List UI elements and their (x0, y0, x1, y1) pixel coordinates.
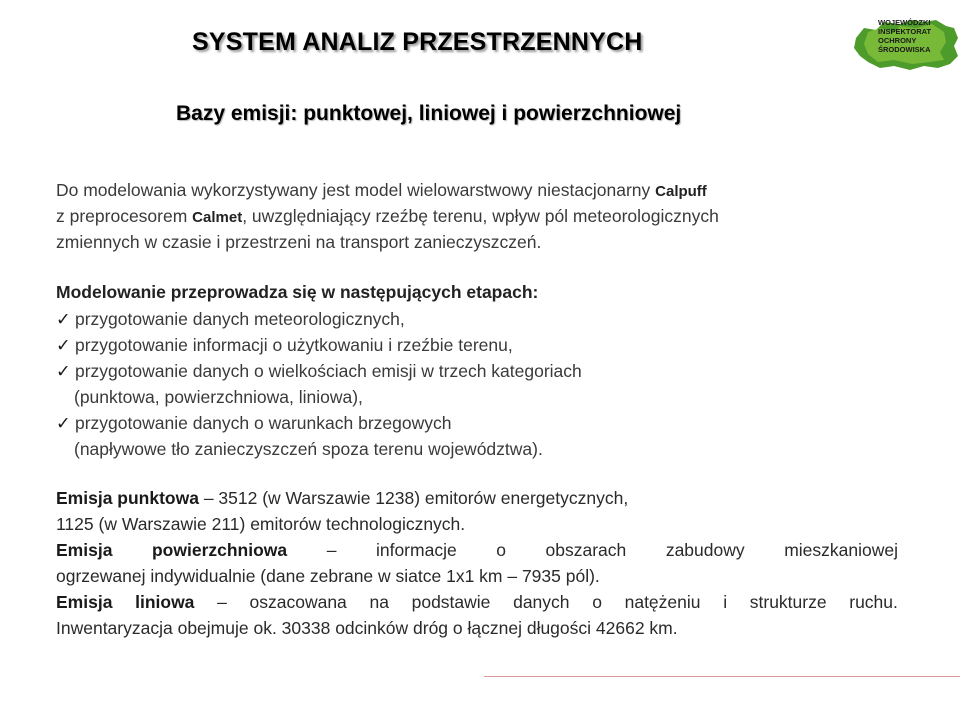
word: podstawie (411, 592, 491, 612)
subtitle: Bazy emisji: punktowej, liniowej i powierzchniowej (176, 102, 682, 125)
stage-item (56, 335, 513, 356)
word: o (592, 592, 602, 612)
word: liniowa (135, 592, 195, 612)
stage-item-continuation: (punktowa, powierzchniowa, liniowa), (74, 387, 363, 407)
word: zabudowy (665, 540, 745, 560)
point-emission-line-1 (56, 488, 898, 509)
word: obszarach (545, 540, 627, 560)
stage-text: przygotowanie danych o warunkach brzegowych (75, 413, 452, 433)
intro-line-1 (56, 180, 898, 201)
check-icon: ✓ (56, 309, 71, 329)
page-title: SYSTEM ANALIZ PRZESTRZENNYCH (192, 28, 643, 56)
intro-line-2 (56, 206, 898, 227)
word: – (326, 540, 337, 560)
word: – (217, 592, 227, 612)
point-emission-label: Emisja punktowa (56, 488, 199, 508)
check-icon: ✓ (56, 361, 71, 381)
word: ruchu. (849, 592, 898, 612)
intro-text: , uwzględniający rzeźbę terenu, wpływ pól meteorologicznych (242, 206, 719, 226)
point-emission-text: – 3512 (w Warszawie 1238) emitorów energetycznych, (198, 488, 629, 508)
word: oszacowana (249, 592, 347, 612)
intro-text: Do modelowania wykorzystywany jest model wielowarstwowy niestacjonarny (56, 180, 656, 200)
word: Emisja (56, 540, 113, 560)
word: o (496, 540, 506, 560)
word: Emisja (56, 592, 113, 612)
word: mieszkaniowej (784, 540, 898, 560)
line-emission-line-1 (56, 592, 898, 613)
word: i (723, 592, 728, 612)
intro-line-3: zmiennych w czasie i przestrzeni na transport zanieczyszczeń. (56, 232, 542, 252)
check-icon: ✓ (56, 335, 71, 355)
stage-item (56, 309, 405, 330)
intro-text: z preprocesorem (56, 206, 193, 226)
stage-item-continuation: (napływowe tło zanieczyszczeń spoza terenu województwa). (74, 439, 543, 459)
logo-line-3: OCHRONY (878, 36, 917, 45)
word: strukturze (749, 592, 827, 612)
area-emission-line-1 (56, 540, 898, 561)
check-icon: ✓ (56, 413, 71, 433)
point-emission-line-2: 1125 (w Warszawie 211) emitorów technologicznych. (56, 514, 466, 534)
model-name: Calpuff (655, 183, 707, 200)
logo-line-4: ŚRODOWISKA (878, 45, 931, 54)
preprocessor-name: Calmet (192, 209, 243, 226)
area-emission-line-2: ogrzewanej indywidualnie (dane zebrane w siatce 1x1 km – 7935 pól). (56, 566, 600, 586)
logo-line-1: WOJEWÓDZKI (878, 18, 931, 27)
stage-text: przygotowanie informacji o użytkowaniu i rzeźbie terenu, (75, 335, 513, 355)
word: informacje (375, 540, 457, 560)
wios-logo (850, 16, 960, 72)
stage-item (56, 413, 451, 434)
word: natężeniu (624, 592, 701, 612)
stages-heading: Modelowanie przeprowadza się w następujących etapach: (56, 282, 539, 302)
stage-text: przygotowanie danych o wielkościach emisji w trzech kategoriach (75, 361, 582, 381)
divider (484, 676, 960, 677)
word: danych (513, 592, 570, 612)
stage-text: przygotowanie danych meteorologicznych, (75, 309, 405, 329)
logo-line-2: INSPEKTORAT (878, 27, 932, 36)
line-emission-line-2: Inwentaryzacja obejmuje ok. 30338 odcinków dróg o łącznej długości 42662 km. (56, 618, 678, 638)
stage-item (56, 361, 582, 382)
word: na (369, 592, 389, 612)
word: powierzchniowa (151, 540, 288, 560)
